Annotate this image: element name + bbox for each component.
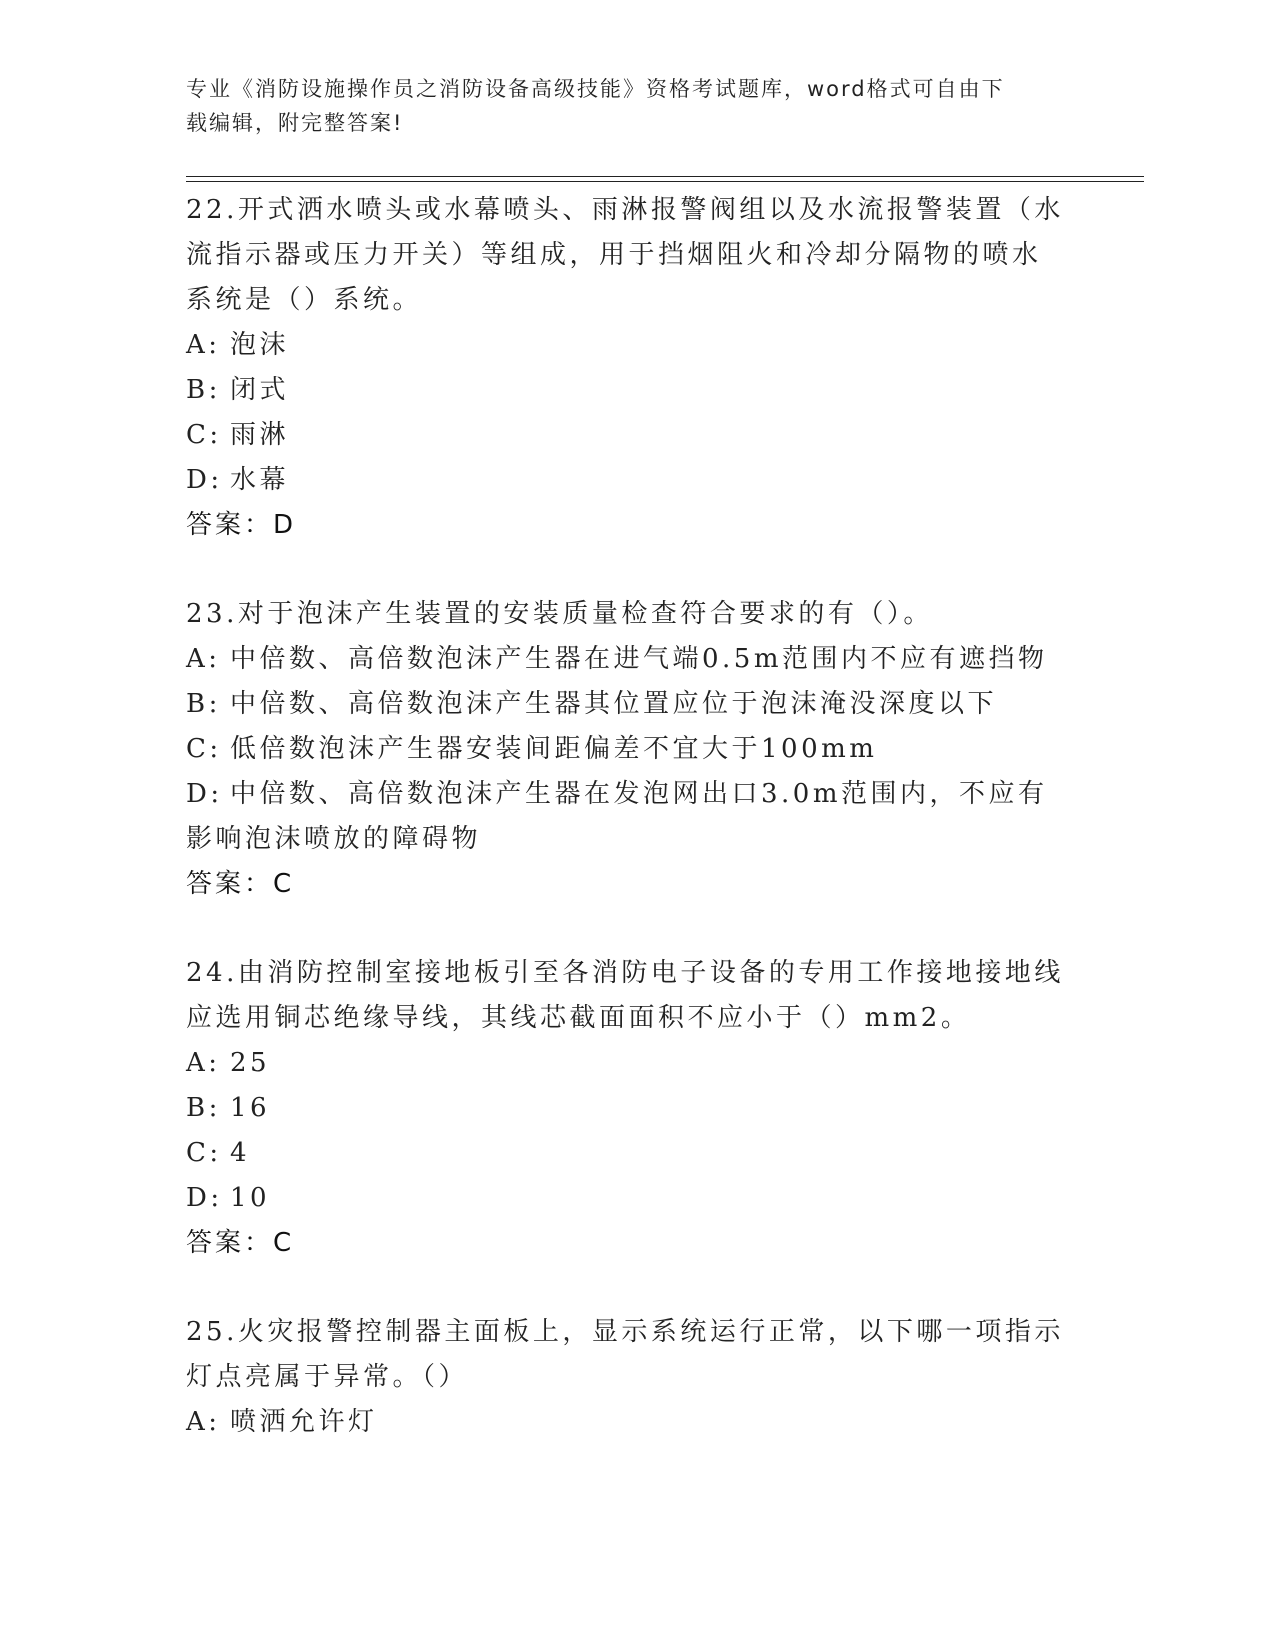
question-25: [186, 1310, 1066, 1445]
option-a: [186, 1400, 1066, 1445]
option-letter: B:: [186, 689, 221, 719]
option-letter: D:: [186, 779, 223, 809]
option-text: 中倍数、高倍数泡沫产生器其位置应位于泡沫淹没深度以下: [230, 689, 998, 719]
question-23: [186, 592, 1066, 907]
option-c: [186, 727, 1066, 772]
option-b: [186, 1086, 1066, 1131]
answer-line: 答案：D: [186, 510, 297, 540]
option-letter: C:: [186, 1138, 222, 1168]
question-text: 25.火灾报警控制器主面板上，显示系统运行正常，以下哪一项指示灯点亮属于异常。（）: [186, 1317, 1064, 1392]
option-letter: C:: [186, 420, 222, 450]
option-text: 泡沫: [230, 330, 290, 360]
option-a: [186, 323, 1066, 368]
option-text: 水幕: [230, 465, 290, 495]
header-divider-top: [186, 176, 1144, 177]
option-text: 低倍数泡沫产生器安装间距偏差不宜大于100mm: [230, 734, 878, 764]
question-text: 22.开式洒水喷头或水幕喷头、雨淋报警阀组以及水流报警装置（水流指示器或压力开关）等组成，用于挡烟阻火和冷却分隔物的喷水系统是（）系统。: [186, 195, 1064, 315]
option-letter: A:: [186, 644, 221, 674]
option-text: 中倍数、高倍数泡沫产生器在进气端0.5m范围内不应有遮挡物: [230, 644, 1048, 674]
question-22: [186, 188, 1066, 548]
option-letter: A:: [186, 1407, 221, 1437]
option-text: 中倍数、高倍数泡沫产生器在发泡网出口3.0m范围内，不应有影响泡沫喷放的障碍物: [186, 779, 1048, 854]
option-letter: C:: [186, 734, 222, 764]
document-header: [186, 72, 1086, 140]
header-divider-bottom: [186, 181, 1144, 182]
answer-line: 答案：C: [186, 1228, 295, 1258]
question-24: [186, 951, 1066, 1266]
question-text: 23.对于泡沫产生装置的安装质量检查符合要求的有（）。: [186, 599, 933, 629]
option-d: [186, 772, 1066, 862]
option-text: 喷洒允许灯: [230, 1407, 378, 1437]
option-c: [186, 1131, 1066, 1176]
question-text: 24.由消防控制室接地板引至各消防电子设备的专用工作接地接地线应选用铜芯绝缘导线，其线芯截面面积不应小于（）mm2。: [186, 958, 1064, 1033]
option-a: [186, 637, 1066, 682]
option-text: 25: [230, 1048, 271, 1078]
option-d: [186, 458, 1066, 503]
option-text: 雨淋: [230, 420, 290, 450]
option-letter: A:: [186, 1048, 221, 1078]
option-c: [186, 413, 1066, 458]
option-letter: B:: [186, 1093, 221, 1123]
option-b: [186, 682, 1066, 727]
option-d: [186, 1176, 1066, 1221]
answer-line: 答案：C: [186, 869, 295, 899]
option-letter: D:: [186, 465, 223, 495]
question-list: [186, 188, 1066, 1489]
option-letter: D:: [186, 1183, 223, 1213]
option-b: [186, 368, 1066, 413]
option-a: [186, 1041, 1066, 1086]
header-intro-line-1: 专业《消防设施操作员之消防设备高级技能》资格考试题库，word格式可自由下: [186, 77, 1005, 101]
option-text: 10: [230, 1183, 271, 1213]
option-letter: B:: [186, 375, 221, 405]
option-text: 4: [230, 1138, 251, 1168]
option-text: 16: [230, 1093, 271, 1123]
header-intro-line-2: 载编辑，附完整答案!: [186, 111, 404, 135]
option-letter: A:: [186, 330, 221, 360]
option-text: 闭式: [230, 375, 290, 405]
